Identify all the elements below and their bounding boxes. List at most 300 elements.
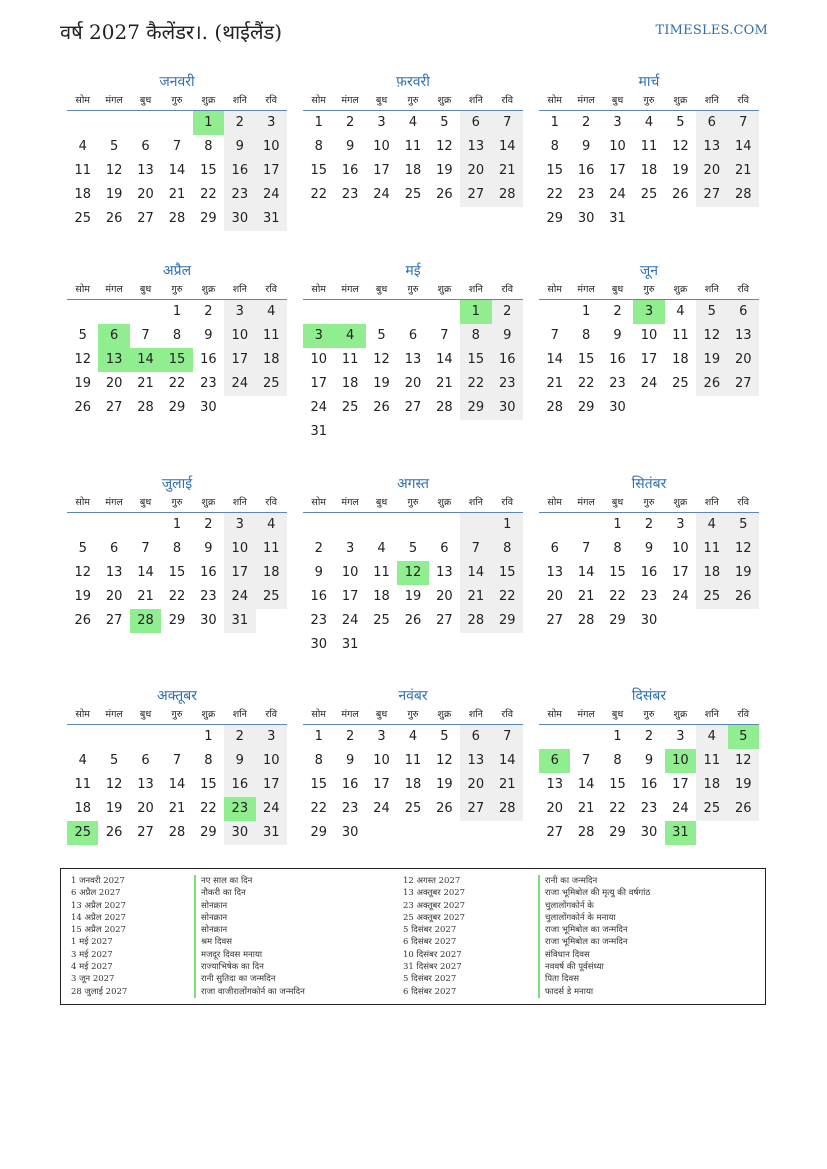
day-cell[interactable]: 17 [224,561,255,585]
day-cell[interactable]: 26 [404,613,422,628]
day-cell[interactable]: 30 [640,825,658,840]
day-cell[interactable]: 30 [224,821,255,845]
day-cell[interactable]: 24 [640,376,658,391]
day-cell[interactable]: 28 [492,797,523,821]
day-cell[interactable]: 1 [193,111,224,135]
day-cell[interactable]: 12 [397,561,428,585]
day-cell[interactable]: 11 [256,537,287,561]
day-cell[interactable]: 25 [672,376,689,391]
day-cell[interactable]: 14 [728,135,759,159]
day-cell[interactable]: 12 [373,352,390,367]
day-cell[interactable]: 29 [168,613,186,628]
day-cell[interactable]: 18 [696,773,727,797]
day-cell[interactable]: 25 [640,187,658,202]
day-cell[interactable]: 7 [550,328,559,343]
day-cell[interactable]: 23 [341,801,359,816]
day-cell[interactable]: 2 [345,115,355,130]
day-cell[interactable]: 17 [609,163,626,178]
day-cell[interactable]: 24 [256,797,287,821]
day-cell[interactable]: 10 [310,352,327,367]
day-cell[interactable]: 14 [168,777,186,792]
day-cell[interactable]: 22 [168,376,186,391]
day-cell[interactable]: 5 [78,541,87,556]
day-cell[interactable]: 9 [224,135,255,159]
day-cell[interactable]: 2 [644,517,654,532]
day-cell[interactable]: 11 [256,324,287,348]
day-cell[interactable]: 7 [492,111,523,135]
day-cell[interactable]: 21 [728,159,759,183]
day-cell[interactable]: 22 [310,801,327,816]
day-cell[interactable]: 23 [640,801,658,816]
day-cell[interactable]: 28 [168,211,186,226]
day-cell[interactable]: 15 [460,348,491,372]
day-cell[interactable]: 20 [728,348,759,372]
day-cell[interactable]: 16 [609,352,626,367]
day-cell[interactable]: 20 [696,159,727,183]
day-cell[interactable]: 29 [310,825,327,840]
day-cell[interactable]: 21 [137,589,154,604]
day-cell[interactable]: 11 [341,352,359,367]
day-cell[interactable]: 3 [303,324,334,348]
day-cell[interactable]: 8 [172,541,182,556]
day-cell[interactable]: 11 [696,749,727,773]
day-cell[interactable]: 4 [256,513,287,537]
day-cell[interactable]: 20 [137,187,154,202]
day-cell[interactable]: 8 [204,753,213,768]
day-cell[interactable]: 7 [492,725,523,749]
day-cell[interactable]: 4 [377,541,386,556]
day-cell[interactable]: 27 [404,400,422,415]
day-cell[interactable]: 14 [577,565,595,580]
day-cell[interactable]: 19 [74,589,91,604]
day-cell[interactable]: 13 [436,565,453,580]
day-cell[interactable]: 27 [460,797,491,821]
day-cell[interactable]: 31 [310,424,327,439]
site-name[interactable]: TIMESLES.COM [655,23,768,38]
day-cell[interactable]: 15 [200,777,217,792]
day-cell[interactable]: 29 [168,400,186,415]
day-cell[interactable]: 16 [640,777,658,792]
day-cell[interactable]: 23 [640,589,658,604]
day-cell[interactable]: 9 [224,749,255,773]
day-cell[interactable]: 13 [98,348,129,372]
day-cell[interactable]: 4 [696,725,727,749]
day-cell[interactable]: 12 [436,139,453,154]
day-cell[interactable]: 6 [440,541,449,556]
day-cell[interactable]: 9 [204,541,213,556]
day-cell[interactable]: 9 [644,541,654,556]
day-cell[interactable]: 3 [377,729,386,744]
day-cell[interactable]: 5 [78,328,87,343]
day-cell[interactable]: 28 [577,613,595,628]
day-cell[interactable]: 2 [224,111,255,135]
day-cell[interactable]: 14 [577,777,595,792]
day-cell[interactable]: 11 [74,777,91,792]
day-cell[interactable]: 29 [577,400,595,415]
day-cell[interactable]: 23 [577,187,595,202]
day-cell[interactable]: 6 [696,111,727,135]
day-cell[interactable]: 20 [546,801,563,816]
day-cell[interactable]: 30 [200,400,217,415]
day-cell[interactable]: 1 [581,304,591,319]
day-cell[interactable]: 22 [492,585,523,609]
day-cell[interactable]: 7 [172,139,182,154]
day-cell[interactable]: 2 [204,304,213,319]
day-cell[interactable]: 1 [613,729,622,744]
day-cell[interactable]: 14 [137,565,154,580]
day-cell[interactable]: 9 [613,328,622,343]
day-cell[interactable]: 6 [550,541,559,556]
day-cell[interactable]: 22 [609,589,626,604]
day-cell[interactable]: 27 [460,183,491,207]
day-cell[interactable]: 15 [310,777,327,792]
day-cell[interactable]: 2 [492,300,523,324]
day-cell[interactable]: 5 [440,729,449,744]
day-cell[interactable]: 15 [546,163,563,178]
day-cell[interactable]: 18 [256,561,287,585]
day-cell[interactable]: 30 [609,400,626,415]
day-cell[interactable]: 5 [728,513,759,537]
day-cell[interactable]: 26 [105,825,123,840]
day-cell[interactable]: 17 [640,352,658,367]
day-cell[interactable]: 2 [644,729,654,744]
day-cell[interactable]: 19 [672,163,689,178]
day-cell[interactable]: 24 [341,613,359,628]
day-cell[interactable]: 22 [577,376,595,391]
day-cell[interactable]: 6 [408,328,418,343]
day-cell[interactable]: 7 [460,537,491,561]
day-cell[interactable]: 5 [728,725,759,749]
day-cell[interactable]: 8 [613,753,622,768]
day-cell[interactable]: 3 [256,725,287,749]
day-cell[interactable]: 6 [109,541,119,556]
day-cell[interactable]: 8 [204,139,213,154]
day-cell[interactable]: 15 [310,163,327,178]
day-cell[interactable]: 8 [314,139,323,154]
day-cell[interactable]: 21 [546,376,563,391]
day-cell[interactable]: 5 [377,328,386,343]
day-cell[interactable]: 14 [168,163,186,178]
day-cell[interactable]: 28 [546,400,563,415]
day-cell[interactable]: 18 [74,187,91,202]
day-cell[interactable]: 9 [581,139,591,154]
day-cell[interactable]: 24 [256,183,287,207]
day-cell[interactable]: 26 [672,187,689,202]
day-cell[interactable]: 18 [404,777,422,792]
day-cell[interactable]: 25 [256,372,287,396]
day-cell[interactable]: 6 [460,725,491,749]
day-cell[interactable]: 12 [696,324,727,348]
day-cell[interactable]: 1 [460,300,491,324]
day-cell[interactable]: 13 [546,777,563,792]
day-cell[interactable]: 8 [550,139,559,154]
day-cell[interactable]: 1 [550,115,559,130]
day-cell[interactable]: 7 [440,328,449,343]
day-cell[interactable]: 12 [728,749,759,773]
day-cell[interactable]: 27 [137,825,154,840]
day-cell[interactable]: 22 [200,801,217,816]
day-cell[interactable]: 3 [633,300,664,324]
day-cell[interactable]: 21 [436,376,453,391]
day-cell[interactable]: 19 [436,777,453,792]
day-cell[interactable]: 31 [609,211,626,226]
day-cell[interactable]: 25 [67,821,98,845]
day-cell[interactable]: 25 [404,801,422,816]
day-cell[interactable]: 21 [492,773,523,797]
day-cell[interactable]: 15 [609,777,626,792]
day-cell[interactable]: 12 [74,352,91,367]
day-cell[interactable]: 3 [256,111,287,135]
day-cell[interactable]: 11 [404,139,422,154]
day-cell[interactable]: 19 [404,589,422,604]
day-cell[interactable]: 15 [609,565,626,580]
day-cell[interactable]: 18 [404,163,422,178]
day-cell[interactable]: 30 [577,211,595,226]
day-cell[interactable]: 22 [200,187,217,202]
day-cell[interactable]: 13 [696,135,727,159]
day-cell[interactable]: 6 [141,139,150,154]
day-cell[interactable]: 10 [373,139,390,154]
day-cell[interactable]: 5 [676,115,685,130]
day-cell[interactable]: 20 [105,589,123,604]
day-cell[interactable]: 7 [141,328,150,343]
day-cell[interactable]: 3 [224,513,255,537]
day-cell[interactable]: 8 [314,753,323,768]
day-cell[interactable]: 3 [676,729,685,744]
day-cell[interactable]: 19 [696,348,727,372]
day-cell[interactable]: 7 [172,753,182,768]
day-cell[interactable]: 16 [224,773,255,797]
day-cell[interactable]: 10 [224,537,255,561]
day-cell[interactable]: 5 [109,753,119,768]
day-cell[interactable]: 30 [640,613,658,628]
day-cell[interactable]: 16 [640,565,658,580]
day-cell[interactable]: 9 [345,139,355,154]
day-cell[interactable]: 19 [105,187,123,202]
day-cell[interactable]: 5 [109,139,119,154]
day-cell[interactable]: 16 [200,352,217,367]
day-cell[interactable]: 13 [460,749,491,773]
day-cell[interactable]: 1 [492,513,523,537]
day-cell[interactable]: 26 [105,211,123,226]
day-cell[interactable]: 24 [672,801,689,816]
day-cell[interactable]: 24 [609,187,626,202]
day-cell[interactable]: 5 [696,300,727,324]
day-cell[interactable]: 7 [141,541,150,556]
day-cell[interactable]: 12 [436,753,453,768]
day-cell[interactable]: 22 [460,372,491,396]
day-cell[interactable]: 18 [256,348,287,372]
day-cell[interactable]: 8 [172,328,182,343]
day-cell[interactable]: 19 [728,561,759,585]
day-cell[interactable]: 2 [224,725,255,749]
day-cell[interactable]: 30 [492,396,523,420]
day-cell[interactable]: 12 [105,163,123,178]
day-cell[interactable]: 13 [546,565,563,580]
day-cell[interactable]: 2 [581,115,591,130]
day-cell[interactable]: 18 [74,801,91,816]
day-cell[interactable]: 7 [728,111,759,135]
day-cell[interactable]: 28 [130,609,161,633]
day-cell[interactable]: 23 [310,613,327,628]
day-cell[interactable]: 29 [200,211,217,226]
day-cell[interactable]: 30 [200,613,217,628]
day-cell[interactable]: 30 [310,637,327,652]
day-cell[interactable]: 10 [640,328,658,343]
day-cell[interactable]: 3 [613,115,622,130]
day-cell[interactable]: 23 [341,187,359,202]
day-cell[interactable]: 17 [672,565,689,580]
day-cell[interactable]: 21 [577,801,595,816]
day-cell[interactable]: 31 [341,637,359,652]
day-cell[interactable]: 11 [373,565,390,580]
day-cell[interactable]: 18 [640,163,658,178]
day-cell[interactable]: 24 [310,400,327,415]
day-cell[interactable]: 15 [492,561,523,585]
day-cell[interactable]: 24 [373,187,390,202]
day-cell[interactable]: 4 [256,300,287,324]
day-cell[interactable]: 7 [581,541,591,556]
day-cell[interactable]: 17 [373,163,390,178]
day-cell[interactable]: 27 [105,400,123,415]
day-cell[interactable]: 26 [373,400,390,415]
day-cell[interactable]: 28 [577,825,595,840]
day-cell[interactable]: 20 [460,159,491,183]
day-cell[interactable]: 24 [224,372,255,396]
day-cell[interactable]: 26 [74,613,91,628]
day-cell[interactable]: 21 [492,159,523,183]
day-cell[interactable]: 17 [224,348,255,372]
day-cell[interactable]: 27 [105,613,123,628]
day-cell[interactable]: 6 [460,111,491,135]
day-cell[interactable]: 3 [345,541,355,556]
day-cell[interactable]: 4 [696,513,727,537]
day-cell[interactable]: 25 [696,797,727,821]
day-cell[interactable]: 21 [168,801,186,816]
day-cell[interactable]: 8 [581,328,591,343]
day-cell[interactable]: 17 [341,589,359,604]
day-cell[interactable]: 21 [577,589,595,604]
day-cell[interactable]: 5 [440,115,449,130]
day-cell[interactable]: 24 [373,801,390,816]
day-cell[interactable]: 8 [460,324,491,348]
day-cell[interactable]: 18 [341,376,359,391]
day-cell[interactable]: 25 [341,400,359,415]
day-cell[interactable]: 21 [137,376,154,391]
day-cell[interactable]: 9 [204,328,213,343]
day-cell[interactable]: 10 [256,749,287,773]
day-cell[interactable]: 14 [460,561,491,585]
day-cell[interactable]: 18 [696,561,727,585]
day-cell[interactable]: 3 [676,517,685,532]
day-cell[interactable]: 17 [373,777,390,792]
day-cell[interactable]: 9 [314,565,323,580]
day-cell[interactable]: 28 [168,825,186,840]
day-cell[interactable]: 30 [224,207,255,231]
day-cell[interactable]: 3 [377,115,386,130]
day-cell[interactable]: 22 [546,187,563,202]
day-cell[interactable]: 6 [728,300,759,324]
day-cell[interactable]: 23 [200,589,217,604]
day-cell[interactable]: 17 [256,159,287,183]
day-cell[interactable]: 17 [256,773,287,797]
day-cell[interactable]: 1 [172,304,182,319]
day-cell[interactable]: 21 [168,187,186,202]
day-cell[interactable]: 10 [609,139,626,154]
day-cell[interactable]: 23 [224,183,255,207]
day-cell[interactable]: 10 [665,749,696,773]
day-cell[interactable]: 28 [728,183,759,207]
day-cell[interactable]: 11 [404,753,422,768]
day-cell[interactable]: 26 [728,585,759,609]
day-cell[interactable]: 22 [168,589,186,604]
day-cell[interactable]: 13 [728,324,759,348]
day-cell[interactable]: 20 [546,589,563,604]
day-cell[interactable]: 29 [546,211,563,226]
day-cell[interactable]: 14 [130,348,161,372]
day-cell[interactable]: 16 [341,777,359,792]
day-cell[interactable]: 19 [74,376,91,391]
day-cell[interactable]: 16 [200,565,217,580]
day-cell[interactable]: 18 [373,589,390,604]
day-cell[interactable]: 13 [137,777,154,792]
day-cell[interactable]: 8 [613,541,622,556]
day-cell[interactable]: 19 [436,163,453,178]
day-cell[interactable]: 25 [373,613,390,628]
day-cell[interactable]: 1 [613,517,622,532]
day-cell[interactable]: 2 [204,517,213,532]
day-cell[interactable]: 31 [256,821,287,845]
day-cell[interactable]: 13 [460,135,491,159]
day-cell[interactable]: 8 [492,537,523,561]
day-cell[interactable]: 2 [613,304,622,319]
day-cell[interactable]: 4 [78,753,87,768]
day-cell[interactable]: 15 [577,352,595,367]
day-cell[interactable]: 20 [460,773,491,797]
day-cell[interactable]: 26 [74,400,91,415]
day-cell[interactable]: 23 [224,797,255,821]
day-cell[interactable]: 13 [404,352,422,367]
day-cell[interactable]: 10 [672,541,689,556]
day-cell[interactable]: 26 [436,801,453,816]
day-cell[interactable]: 30 [341,825,359,840]
day-cell[interactable]: 29 [492,609,523,633]
day-cell[interactable]: 18 [672,352,689,367]
day-cell[interactable]: 27 [546,825,563,840]
day-cell[interactable]: 25 [404,187,422,202]
day-cell[interactable]: 17 [310,376,327,391]
day-cell[interactable]: 4 [408,115,418,130]
day-cell[interactable]: 15 [200,163,217,178]
day-cell[interactable]: 11 [640,139,658,154]
day-cell[interactable]: 29 [609,613,626,628]
day-cell[interactable]: 11 [74,163,91,178]
day-cell[interactable]: 27 [546,613,563,628]
day-cell[interactable]: 19 [728,773,759,797]
day-cell[interactable]: 28 [436,400,453,415]
day-cell[interactable]: 26 [436,187,453,202]
day-cell[interactable]: 28 [492,183,523,207]
day-cell[interactable]: 16 [492,348,523,372]
day-cell[interactable]: 4 [676,304,685,319]
day-cell[interactable]: 6 [539,749,570,773]
day-cell[interactable]: 16 [224,159,255,183]
day-cell[interactable]: 24 [672,589,689,604]
day-cell[interactable]: 1 [204,729,213,744]
day-cell[interactable]: 27 [137,211,154,226]
day-cell[interactable]: 5 [408,541,418,556]
day-cell[interactable]: 25 [74,211,91,226]
